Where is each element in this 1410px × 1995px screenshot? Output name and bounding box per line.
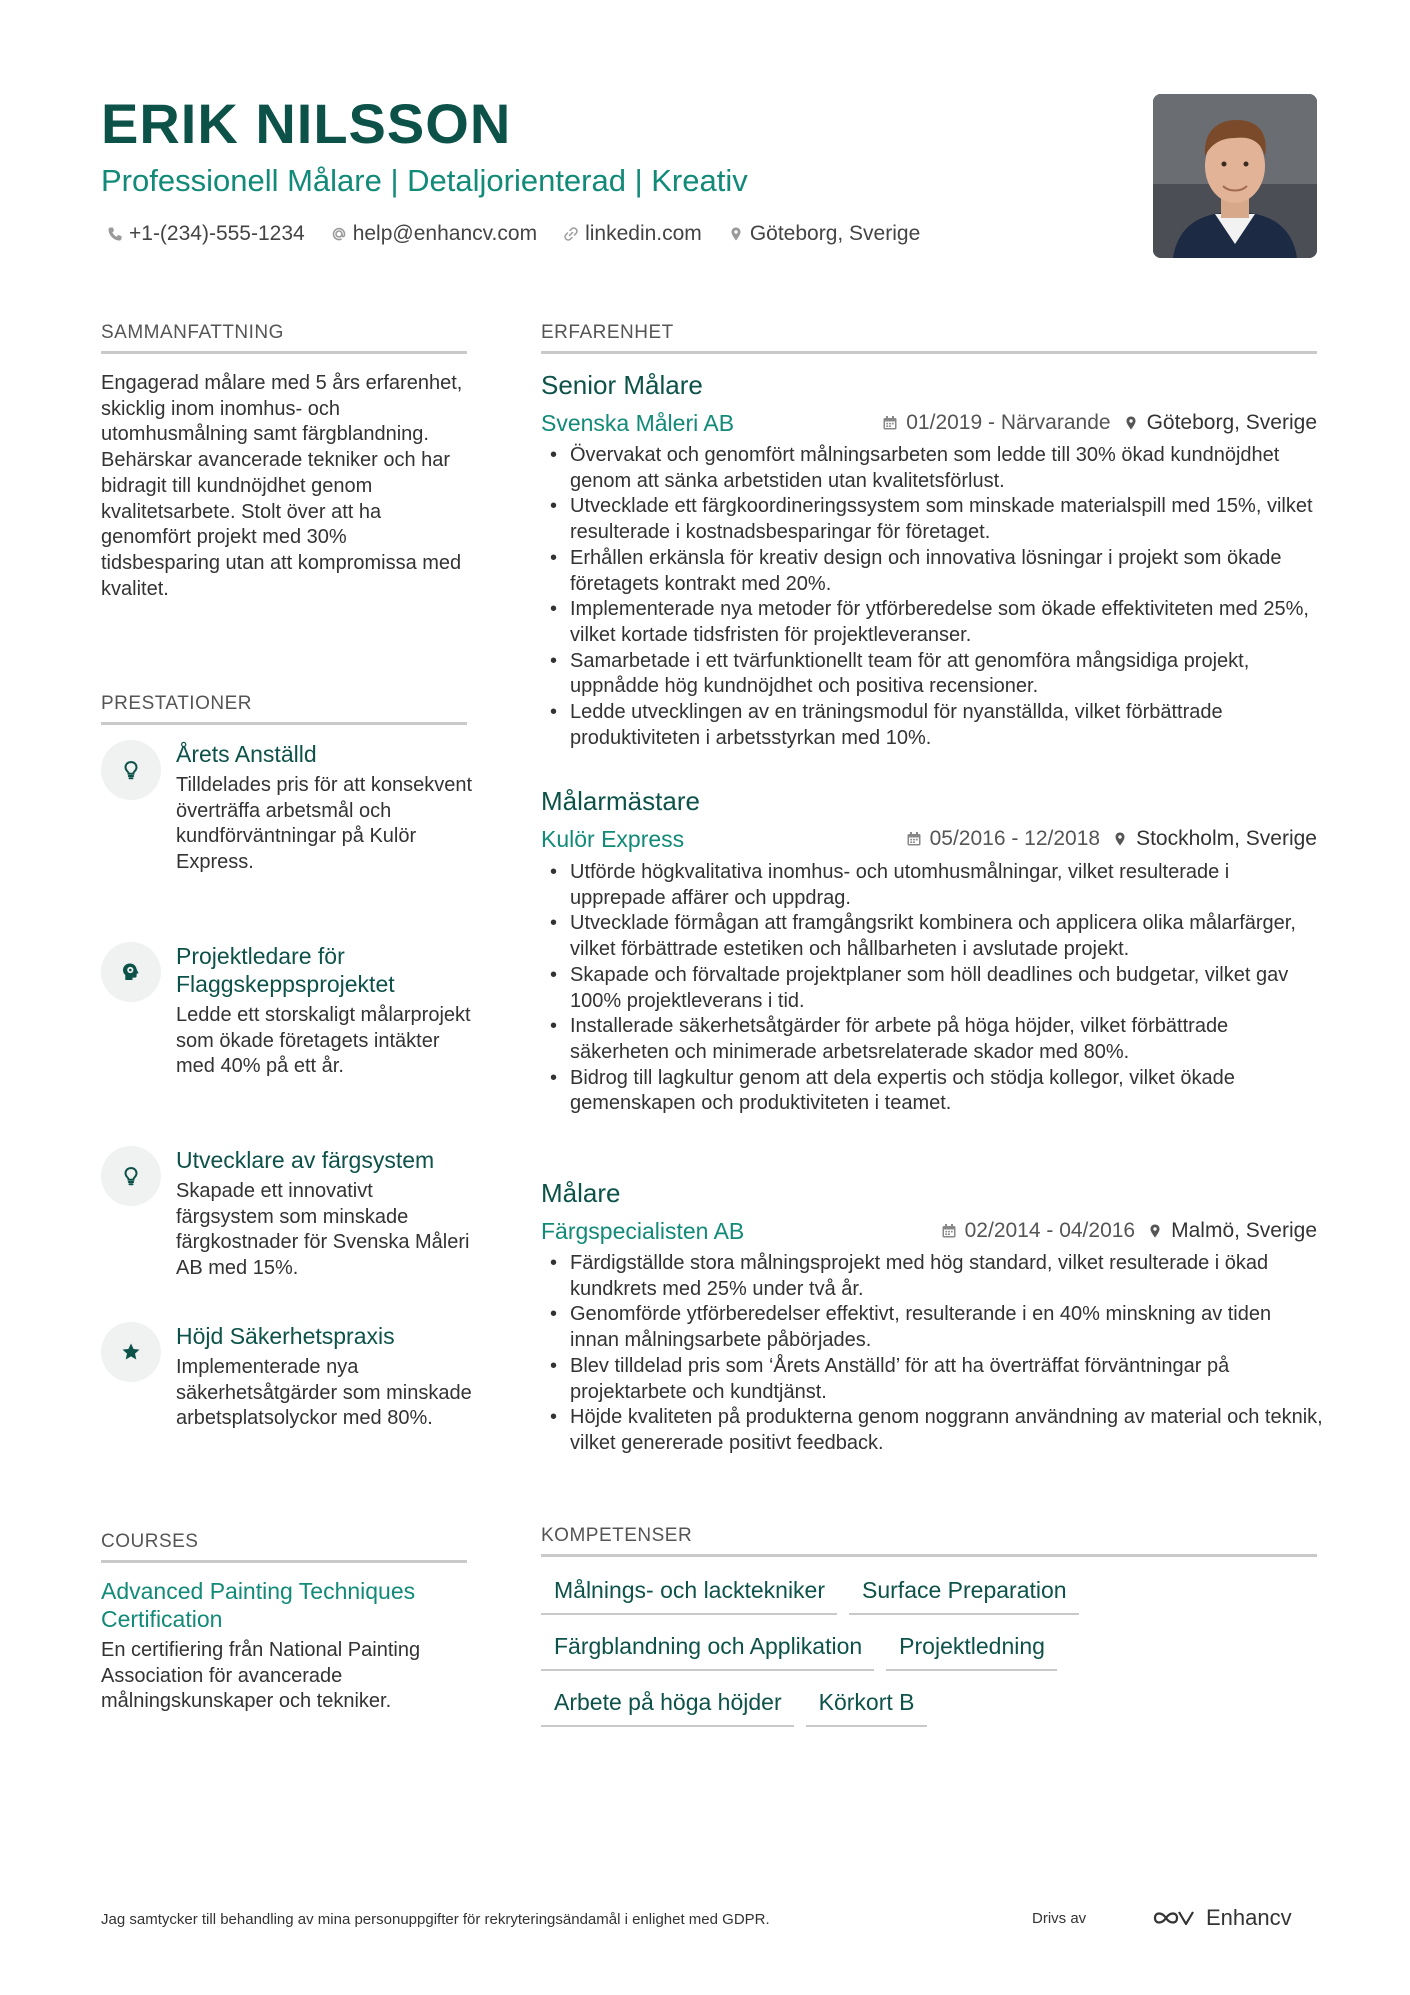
list-item: • Ledde utvecklingen av en träningsmodul för nyanställda, vilket förbättrade produktiviteten i arbetsstyrkan med 10%.: [548, 700, 1324, 751]
experience-section-title: ERFARENHET: [541, 321, 1317, 354]
achievement-description: Implementerade nya säkerhetsåtgärder som minskade arbetsplatsolyckor med 80%.: [176, 1356, 472, 1430]
profile-photo: [1153, 94, 1317, 258]
contact-bar: [107, 220, 920, 248]
list-item: • Installerade säkerhetsåtgärder för arbete på höga höjder, vilket förbättrade säkerheten och minimerade arbetsrelaterade skador med 80%.: [548, 1014, 1324, 1065]
job-meta: [882, 408, 1317, 438]
list-item: • Övervakat och genomfört målningsarbeten som ledde till 30% ökad kundnöjdhet genom att sänka arbetstiden utan kvalitetsförlust.: [548, 443, 1324, 494]
contact-location: [728, 220, 920, 248]
achievement-description: Skapade ett innovativt färgsystem som minskade färgkostnader för Svenska Måleri AB med 15%.: [176, 1180, 470, 1280]
course-title: Advanced Painting Techniques Certification: [101, 1578, 416, 1632]
phone-text: +1-(234)-555-1234: [129, 222, 305, 245]
job-bullets: [548, 860, 1324, 1117]
enhancv-logo[interactable]: [1152, 1903, 1292, 1933]
achievements-section-title: PRESTATIONER: [101, 692, 467, 725]
achievement-title: Höjd Säkerhetspraxis: [176, 1323, 395, 1349]
enhancv-logo-icon: [1152, 1907, 1200, 1929]
candidate-name: ERIK NILSSON: [101, 92, 512, 155]
contact-linkedin[interactable]: [563, 220, 702, 248]
calendar-icon: [882, 415, 898, 431]
lightbulb-icon: [120, 1165, 142, 1187]
candidate-tagline: Professionell Målare | Detaljorienterad | Kreativ: [101, 163, 748, 198]
list-item: • Höjde kvaliteten på produkterna genom noggrann användning av material och teknik, vilket genererade positivt feedback.: [548, 1405, 1324, 1456]
contact-email[interactable]: [331, 220, 537, 248]
portrait-image: [1153, 94, 1317, 258]
calendar-icon: [941, 1223, 957, 1239]
skills-list: [541, 1575, 1321, 1727]
job-title: Senior Målare: [541, 370, 703, 400]
location-pin-icon: [1147, 1223, 1163, 1239]
location-pin-icon: [1123, 415, 1139, 431]
list-item: • Utvecklade förmågan att framgångsrikt kombinera och applicera olika målarfärger, vilket förbättrade estetiken och hållbarheten i avslutade projekt.: [548, 911, 1324, 962]
company-name: Svenska Måleri AB: [541, 410, 735, 436]
summary-section-title: SAMMANFATTNING: [101, 321, 467, 354]
job-dates: 01/2019 - Närvarande: [906, 411, 1111, 434]
summary-text: Engagerad målare med 5 års erfarenhet, skicklig inom inomhus- och utomhusmålning samt färgblandning. Behärskar avancerade tekniker och har bidragit till kundnöjdhet genom kvalitetsarbete. Stolt över att ha genomfört projekt med 30% tidsbesparing utan att kompromissa med kvalitet.: [101, 372, 463, 600]
course-description: En certifiering från National Painting Association för avancerade målningskunskaper och tekniker.: [101, 1639, 421, 1713]
list-item: • Skapade och förvaltade projektplaner som höll deadlines och budgetar, vilket gav 100% projektleverans i tid.: [548, 963, 1324, 1014]
list-item: • Utvecklade ett färgkoordineringssystem som minskade materialspill med 15%, vilket resulterade i kostnadsbesparingar för företaget.: [548, 494, 1324, 545]
skill-tag: Körkort B: [806, 1687, 927, 1727]
location-pin-icon: [1112, 831, 1128, 847]
job-location: Göteborg, Sverige: [1146, 411, 1317, 434]
job-meta: [906, 824, 1317, 854]
skill-tag: Målnings- och lacktekniker: [541, 1575, 837, 1615]
at-icon: [331, 226, 347, 242]
courses-section-title: COURSES: [101, 1530, 467, 1563]
achievement-description: Tilldelades pris för att konsekvent överträffa arbetsmål och kundförväntningar på Kulör Express.: [176, 774, 473, 874]
email-text: help@enhancv.com: [352, 222, 538, 245]
company-name: Kulör Express: [541, 826, 685, 852]
job-meta: [941, 1216, 1317, 1246]
list-item: • Färdigställde stora målningsprojekt med hög standard, vilket resulterade i ökad kundkrets med 25% under två år.: [548, 1251, 1324, 1302]
calendar-icon: [906, 831, 922, 847]
job-bullets: [548, 1251, 1324, 1457]
achievement-title: Årets Anställd: [176, 741, 317, 767]
powered-by-label: Drivs av: [1032, 1910, 1087, 1927]
gdpr-consent: Jag samtycker till behandling av mina personuppgifter för rekryteringsändamål i enlighet med GDPR.: [101, 1911, 770, 1928]
brand-name: Enhancv: [1206, 1905, 1292, 1930]
job-location: Stockholm, Sverige: [1136, 827, 1317, 850]
company-name: Färgspecialisten AB: [541, 1218, 745, 1244]
achievement-title: Utvecklare av färgsystem: [176, 1147, 435, 1173]
list-item: • Utförde högkvalitativa inomhus- och utomhusmålningar, vilket resulterade i upprepade affärer och uppdrag.: [548, 860, 1324, 911]
list-item: • Samarbetade i ett tvärfunktionellt team för att genomföra mångsidiga projekt, uppnådde hög kundnöjdhet och positiva recensioner.: [548, 649, 1324, 700]
job-dates: 02/2014 - 04/2016: [964, 1219, 1136, 1242]
head-gear-icon: [120, 961, 142, 983]
list-item: • Genomförde ytförberedelser effektivt, resulterande i en 40% minskning av tiden innan målningsarbete påbörjades.: [548, 1302, 1324, 1353]
list-item: • Implementerade nya metoder för ytförberedelse som ökade effektiviteten med 25%, vilket kortade tidsfristen för projektleveranser.: [548, 597, 1324, 648]
list-item: • Blev tilldelad pris som ‘Årets Anställd’ för att ha överträffat förväntningar på projektarbete och kundtjänst.: [548, 1354, 1324, 1405]
job-title: Målarmästare: [541, 786, 700, 816]
contact-phone[interactable]: [107, 220, 305, 248]
link-icon: [563, 226, 579, 242]
phone-icon: [107, 226, 123, 242]
list-item: • Bidrog till lagkultur genom att dela expertis och stödja kollegor, vilket ökade gemenskapen och produktiviteten i teamet.: [548, 1066, 1324, 1117]
job-bullets: [548, 443, 1324, 751]
skill-tag: Surface Preparation: [849, 1575, 1079, 1615]
job-location: Malmö, Sverige: [1171, 1219, 1317, 1242]
lightbulb-icon: [120, 759, 142, 781]
achievement-description: Ledde ett storskaligt målarprojekt som ökade företagets intäkter med 40% på ett år.: [176, 1004, 471, 1078]
star-icon: [120, 1341, 142, 1363]
linkedin-text: linkedin.com: [585, 222, 702, 245]
location-pin-icon: [728, 226, 744, 242]
job-dates: 05/2016 - 12/2018: [929, 827, 1101, 850]
location-text: Göteborg, Sverige: [749, 222, 921, 245]
skills-section-title: KOMPETENSER: [541, 1524, 1317, 1557]
job-title: Målare: [541, 1178, 621, 1208]
skill-tag: Projektledning: [886, 1631, 1057, 1671]
skill-tag: Färgblandning och Applikation: [541, 1631, 874, 1671]
skill-tag: Arbete på höga höjder: [541, 1687, 794, 1727]
list-item: • Erhållen erkänsla för kreativ design och innovativa lösningar i projekt som ökade företagets kontrakt med 20%.: [548, 546, 1324, 597]
achievement-title: Projektledare för Flaggskeppsprojektet: [176, 943, 395, 997]
